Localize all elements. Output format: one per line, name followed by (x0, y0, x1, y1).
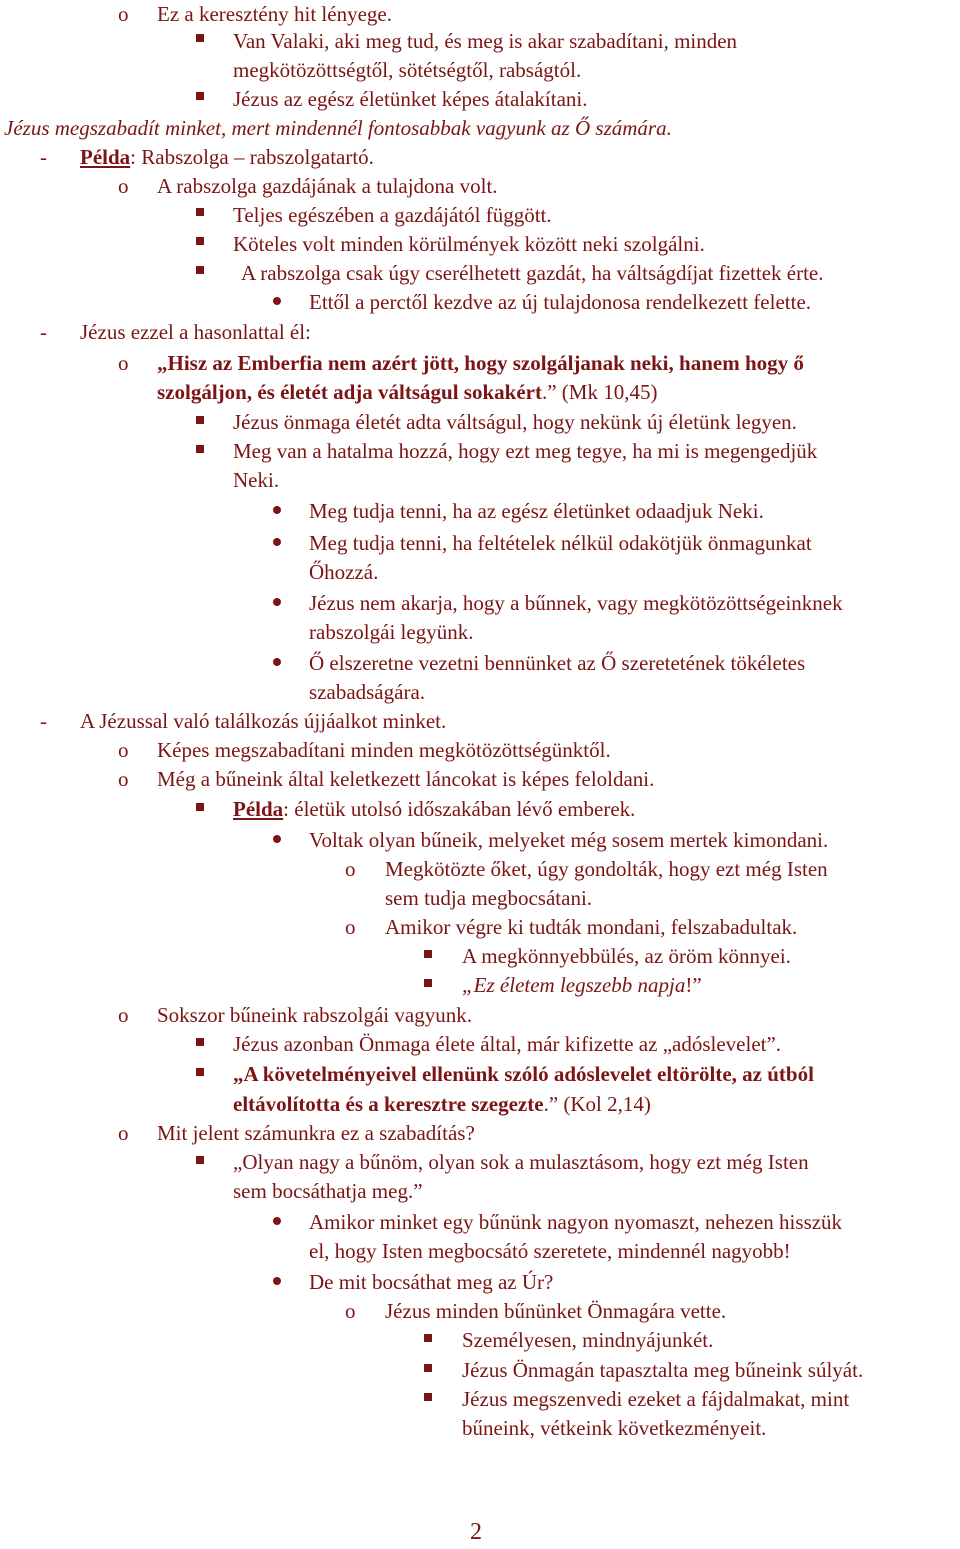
text-line: „Ez életem legszebb napja!” (462, 973, 702, 997)
text-line: Jézus azonban Önmaga élete által, már kifizette az „adóslevelet”. (233, 1032, 782, 1056)
text-line: Példa: életük utolsó időszakában lévő emberek. (233, 797, 636, 821)
square-bullet-icon (196, 1038, 204, 1046)
text-line: el, hogy Isten megbocsátó szeretete, mindennél nagyobb! (309, 1239, 791, 1263)
square-bullet-icon (196, 208, 204, 216)
square-bullet-icon (196, 445, 204, 453)
text-line: Köteles volt minden körülmények között neki szolgálni. (233, 232, 705, 256)
text-line: Jézus nem akarja, hogy a bűnnek, vagy megkötözöttségeinknek (309, 591, 843, 615)
circle-bullet: o (345, 915, 356, 939)
text-line: Jézus Önmagán tapasztalta meg bűneink súlyát. (462, 1358, 864, 1382)
circle-bullet: o (118, 1003, 129, 1027)
text-line: bűneink, vétkeink következményeit. (462, 1416, 767, 1440)
text-line: Amikor végre ki tudták mondani, felszabadultak. (385, 915, 798, 939)
dash-bullet: - (40, 145, 47, 169)
round-bullet-icon (273, 538, 281, 546)
text-line: Meg tudja tenni, ha feltételek nélkül odakötjük önmagunkat (309, 531, 812, 555)
text-line: Jézus önmaga életét adta váltságul, hogy nekünk új életünk legyen. (233, 410, 797, 434)
text-line: sem bocsáthatja meg.” (233, 1179, 423, 1203)
text-line: A megkönnyebbülés, az öröm könnyei. (462, 944, 791, 968)
text-line: A rabszolga gazdájának a tulajdona volt. (157, 174, 498, 198)
text-line: Mit jelent számunkra ez a szabadítás? (157, 1121, 475, 1145)
dash-bullet: - (40, 709, 47, 733)
circle-bullet: o (118, 2, 129, 26)
text-line: Képes megszabadítani minden megkötözöttségünktől. (157, 738, 611, 762)
bold-quote: „Hisz az Emberfia nem azért jött, hogy szolgáljanak neki, hanem hogy ő (157, 351, 804, 375)
square-bullet-icon (196, 237, 204, 245)
text-line: szabadságára. (309, 680, 426, 704)
square-bullet-icon (196, 92, 204, 100)
text-line: Amikor minket egy bűnünk nagyon nyomaszt, nehezen hisszük (309, 1210, 843, 1234)
text-line: Sokszor bűneink rabszolgái vagyunk. (157, 1003, 472, 1027)
square-bullet-icon (424, 979, 432, 987)
text-line: megkötözöttségtől, sötétségtől, rabságtól. (233, 58, 582, 82)
text-line: Őhozzá. (309, 560, 379, 584)
text-line: eltávolította és a keresztre szegezte.” (Kol 2,14) (233, 1092, 651, 1116)
square-bullet-icon (196, 1068, 204, 1076)
text-line: sem tudja megbocsátani. (385, 886, 593, 910)
italic-heading: Jézus megszabadít minket, mert mindennél fontosabbak vagyunk az Ő számára. (4, 116, 672, 140)
text-line: Teljes egészében a gazdájától függött. (233, 203, 552, 227)
text-line: Személyesen, mindnyájunkét. (462, 1328, 714, 1352)
square-bullet-icon (196, 416, 204, 424)
square-bullet-icon (424, 1364, 432, 1372)
text-line: Még a bűneink által keletkezett láncokat is képes feloldani. (157, 767, 655, 791)
square-bullet-icon (424, 950, 432, 958)
circle-bullet: o (118, 767, 129, 791)
text-line: A rabszolga csak úgy cserélhetett gazdát, ha váltságdíjat fizettek érte. (241, 261, 824, 285)
round-bullet-icon (273, 1217, 281, 1225)
round-bullet-icon (273, 835, 281, 843)
circle-bullet: o (118, 738, 129, 762)
text-line: Jézus ezzel a hasonlattal él: (80, 320, 311, 344)
circle-bullet: o (118, 174, 129, 198)
dash-bullet: - (40, 320, 47, 344)
text-line: Jézus megszenvedi ezeket a fájdalmakat, mint (462, 1387, 850, 1411)
text-line: Jézus az egész életünket képes átalakítani. (233, 87, 588, 111)
text-line: „Olyan nagy a bűnöm, olyan sok a mulasztásom, hogy ezt még Isten (233, 1150, 809, 1174)
square-bullet-icon (196, 1156, 204, 1164)
text-line: Neki. (233, 468, 280, 492)
circle-bullet: o (345, 1299, 356, 1323)
text-line: Ez a keresztény hit lényege. (157, 2, 392, 26)
circle-bullet: o (345, 857, 356, 881)
text-line: rabszolgái legyünk. (309, 620, 474, 644)
text-line: Ő elszeretne vezetni bennünket az Ő szeretetének tökéletes (309, 651, 806, 675)
text-line: De mit bocsáthat meg az Úr? (309, 1270, 554, 1294)
round-bullet-icon (273, 658, 281, 666)
square-bullet-icon (424, 1334, 432, 1342)
square-bullet-icon (196, 34, 204, 42)
round-bullet-icon (273, 598, 281, 606)
text-line: szolgáljon, és életét adja váltságul sokakért.” (Mk 10,45) (157, 380, 658, 404)
text-line: Voltak olyan bűneik, melyeket még sosem mertek kimondani. (309, 828, 829, 852)
text-line: Meg van a hatalma hozzá, hogy ezt meg tegye, ha mi is megengedjük (233, 439, 818, 463)
text-line: A Jézussal való találkozás újjáalkot minket. (80, 709, 447, 733)
round-bullet-icon (273, 297, 281, 305)
round-bullet-icon (273, 506, 281, 514)
square-bullet-icon (196, 803, 204, 811)
circle-bullet: o (118, 1121, 129, 1145)
round-bullet-icon (273, 1277, 281, 1285)
example-label: Példa (80, 145, 131, 169)
text-line: Meg tudja tenni, ha az egész életünket odaadjuk Neki. (309, 499, 764, 523)
text-line: Van Valaki, aki meg tud, és meg is akar szabadítani, minden (233, 29, 738, 53)
text-line: Megkötözte őket, úgy gondolták, hogy ezt még Isten (385, 857, 828, 881)
example-label: Példa (233, 797, 284, 821)
bold-quote: „A követelményeivel ellenünk szóló adóslevelet eltörölte, az útból (233, 1062, 814, 1086)
page-number: 2 (470, 1519, 482, 1545)
text-line: Jézus minden bűnünket Önmagára vette. (385, 1299, 727, 1323)
square-bullet-icon (196, 266, 204, 274)
text-line: Példa: Rabszolga – rabszolgatartó. (80, 145, 374, 169)
circle-bullet: o (118, 351, 129, 375)
square-bullet-icon (424, 1393, 432, 1401)
text-line: Ettől a perctől kezdve az új tulajdonosa rendelkezett felette. (309, 290, 812, 314)
